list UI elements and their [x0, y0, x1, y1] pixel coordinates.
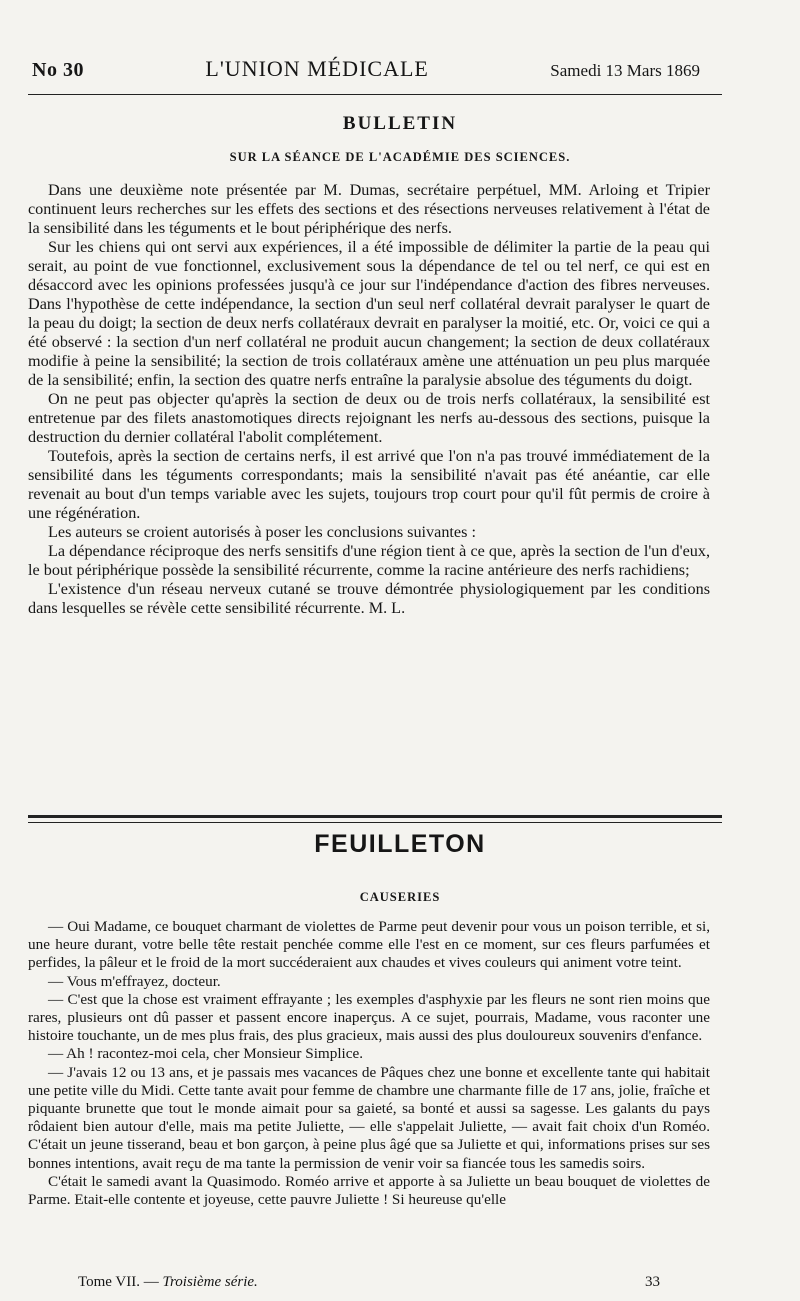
feuilleton-paragraph: — Vous m'effrayez, docteur. [48, 972, 221, 990]
section-divider [28, 822, 722, 823]
bulletin-paragraph: L'existence d'un réseau nerveux cutané se trouve démontrée physiologiquement par les conditions dans lesquelles se révèle cette sensibilité récurrente. M. L. [28, 580, 710, 617]
header-rule [28, 94, 722, 95]
feuilleton-paragraph: — Oui Madame, ce bouquet charmant de violettes de Parme peut devenir pour vous un poison terrible, et si, une heure durant, votre belle tête restait penchée comme elle l'est en ce moment, sur ces fleurs parfumées et perfides, la pâleur et le froid de la mort succéderaient aux chaudes et vives couleurs qui animent votre teint. [28, 918, 710, 972]
volume-series [78, 1274, 258, 1291]
feuilleton-paragraph: — Ah ! racontez-moi cela, cher Monsieur Simplice. [48, 1045, 364, 1063]
bulletin-paragraph: Les auteurs se croient autorisés à poser les conclusions suivantes : [48, 523, 476, 541]
section-divider [28, 815, 722, 818]
bulletin-paragraph: La dépendance réciproque des nerfs sensitifs d'une région tient à ce que, après la section de l'un d'eux, le bout périphérique possède la sensibilité récurrente, comme la racine antérieure des nerfs rachidiens; [28, 542, 710, 579]
bulletin-paragraph: Sur les chiens qui ont servi aux expériences, il a été impossible de délimiter la partie de la peau qui serait, au point de vue fonctionnel, exclusivement sous la dépendance de tel ou tel nerf, ce qui est en désaccord avec les opinions professées jusqu'à ce jour sur l'indépendance d'action des fibres nerveuses. Dans l'hypothèse de cette indépendance, la section d'un seul nerf collatéral devrait paralyser le quart de la peau du doigt; la section de deux nerfs collatéraux devrait en paralyser la moitié, etc. Or, voici ce qui a été observé : la section d'un nerf collatéral ne produit aucun changement; la section de deux collatéraux modifie à peine la sensibilité; la section de trois collatéraux amène une atténuation un peu plus marquée de la sensibilité; enfin, la section des quatre nerfs entraîne la paralysie absolue des téguments du doigt. [28, 238, 710, 389]
feuilleton-paragraph: C'était le samedi avant la Quasimodo. Roméo arrive et apporte à sa Juliette un beau bouquet de violettes de Parme. Etait-elle contente et joyeuse, cette pauvre Juliette ! Si heureuse qu'elle [28, 1172, 710, 1209]
feuilleton-paragraph: — C'est que la chose est vraiment effrayante ; les exemples d'asphyxie par les fleurs ne sont rien moins que rares, plusieurs ont dû passer et passent encore inaperçus. A ce sujet, pourrais, Madame, vous raconter une histoire touchante, un de mes plus frais, des plus gracieux, mais aussi des plus douloureux souvenirs d'enfance. [28, 990, 710, 1045]
issue-date: Samedi 13 Mars 1869 [550, 61, 700, 80]
bulletin-paragraph: Dans une deuxième note présentée par M. Dumas, secrétaire perpétuel, MM. Arloing et Tripier continuent leurs recherches sur les effets des sections et des résections nerveuses relativement à l'état de la sensibilité dans les téguments et le bout périphérique des nerfs. [28, 181, 710, 237]
page-header [32, 56, 700, 86]
bulletin-title: BULLETIN [342, 113, 458, 134]
bulletin-paragraph: On ne peut pas objecter qu'après la section de deux ou de trois nerfs collatéraux, la sensibilité est entretenue par des filets anastomotiques directs rejoignant les nerfs au-dessous des sections, puisque la destruction du dernier collatéral l'abolit complétement. [28, 390, 710, 446]
page-footer [78, 1274, 660, 1291]
page-number: 33 [645, 1274, 660, 1290]
feuilleton-title: FEUILLETON [314, 830, 486, 858]
volume-label: Tome VII. — [78, 1274, 159, 1290]
series-label: Troisième série. [162, 1274, 258, 1290]
bulletin-paragraph: Toutefois, après la section de certains nerfs, il est arrivé que l'on n'a pas trouvé immédiatement de la sensibilité dans les téguments correspondants; mais la sensibilité n'avait pas été anéantie, car elle revenait au bout d'un temps variable avec les sujets, toujours trop court pour qu'il fût permis de croire à une régénération. [28, 447, 710, 522]
journal-title: L'UNION MÉDICALE [205, 56, 429, 81]
issue-number: No 30 [32, 59, 84, 81]
feuilleton-subtitle: CAUSERIES [359, 890, 441, 904]
feuilleton-body [28, 918, 710, 1209]
bulletin-subtitle: SUR LA SÉANCE DE L'ACADÉMIE DES SCIENCES. [229, 150, 571, 164]
feuilleton-paragraph: — J'avais 12 ou 13 ans, et je passais mes vacances de Pâques chez une bonne et excellente tante qui habitait une petite ville du Midi. Cette tante avait pour femme de chambre une charmante fille de 17 ans, jolie, fraîche et piquante brunette que tout le monde aimait pour sa gaieté, sa bonté et aussi sa sagesse. Les galants du pays rôdaient bien autour d'elle, mais ma petite Juliette, — elle s'appelait Juliette, — avait fait choix d'un Roméo. C'était un jeune tisserand, beau et bon garçon, à peine plus âgé que sa Juliette et qui, informations prises sur ses bonnes intentions, avait reçu de ma tante la permission de venir voir sa fiancée tous les samedis soirs. [28, 1063, 710, 1172]
bulletin-body [28, 181, 710, 618]
